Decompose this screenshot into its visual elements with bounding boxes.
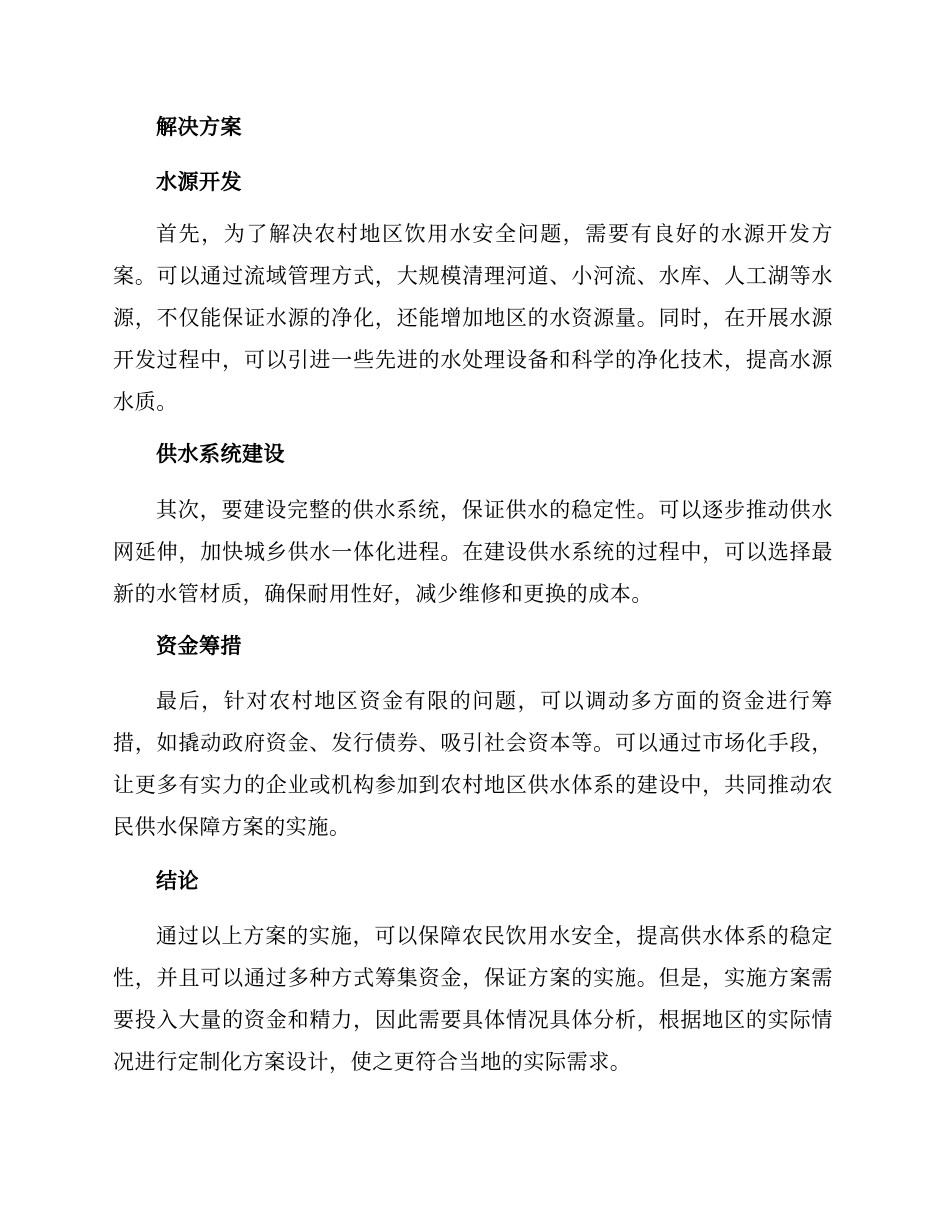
paragraph-water-source: 首先，为了解决农村地区饮用水安全问题，需要有良好的水源开发方案。可以通过流域管理方式，大规模清理河道、小河流、水库、人工湖等水源，不仅能保证水源的净化，还能增加地区的水资源量。同时，在开展水源开发过程中，可以引进一些先进的水处理设备和科学的净化技术，提高水源水质。	[113, 222, 833, 414]
heading-water-source: 水源开发	[156, 170, 242, 194]
heading-conclusion: 结论	[156, 869, 199, 893]
paragraph-supply-system: 其次，要建设完整的供水系统，保证供水的稳定性。可以逐步推动供水网延伸，加快城乡供水一体化进程。在建设供水系统的过程中，可以选择最新的水管材质，确保耐用性好，减少维修和更换的成本。	[113, 498, 833, 606]
heading-supply-system: 供水系统建设	[156, 442, 285, 466]
document-page	[113, 108, 833, 1083]
heading-funding: 资金筹措	[156, 634, 242, 658]
paragraph-funding: 最后，针对农村地区资金有限的问题，可以调动多方面的资金进行筹措，如撬动政府资金、发行债券、吸引社会资本等。可以通过市场化手段，让更多有实力的企业或机构参加到农村地区供水体系的建设中，共同推动农民供水保障方案的实施。	[113, 689, 833, 839]
paragraph-conclusion: 通过以上方案的实施，可以保障农民饮用水安全，提高供水体系的稳定性，并且可以通过多种方式筹集资金，保证方案的实施。但是，实施方案需要投入大量的资金和精力，因此需要具体情况具体分析，根据地区的实际情况进行定制化方案设计，使之更符合当地的实际需求。	[113, 924, 833, 1074]
heading-solution: 解决方案	[156, 115, 242, 139]
